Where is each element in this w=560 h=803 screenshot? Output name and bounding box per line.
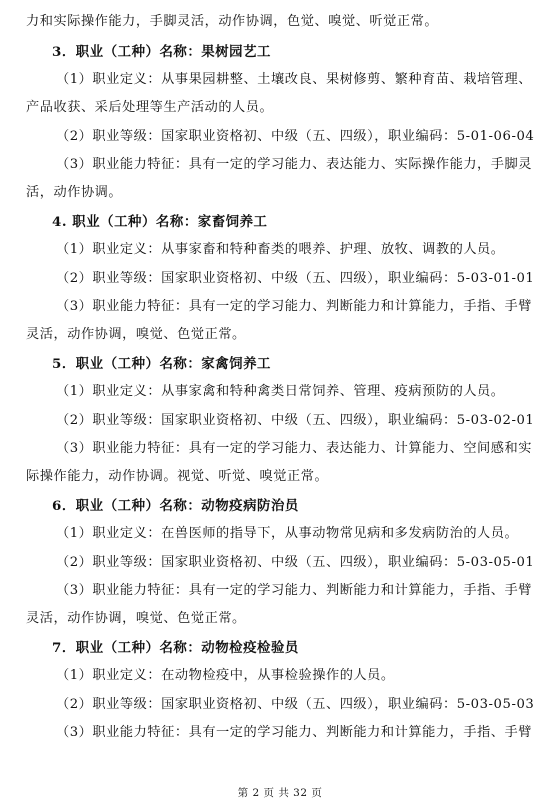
- text-line: （3）职业能力特征：具有一定的学习能力、表达能力、实际操作能力，手脚灵: [56, 157, 533, 172]
- text-line: （3）职业能力特征：具有一定的学习能力、表达能力、计算能力、空间感和实: [56, 441, 533, 456]
- text-line: （2）职业等级：国家职业资格初、中级（五、四级），职业编码：5-03-01-01: [56, 271, 535, 286]
- text-line: 灵活，动作协调，嗅觉、色觉正常。: [26, 611, 246, 626]
- text-line: （1）职业定义：在兽医师的指导下，从事动物常见病和多发病防治的人员。: [56, 526, 519, 541]
- text-line: 灵活，动作协调，嗅觉、色觉正常。: [26, 327, 246, 342]
- section-heading: 4. 职业（工种）名称：家畜饲养工: [52, 214, 268, 230]
- text-line: （1）职业定义：在动物检疫中，从事检验操作的人员。: [56, 668, 395, 683]
- text-line: （3）职业能力特征：具有一定的学习能力、判断能力和计算能力，手指、手臂: [56, 725, 533, 740]
- text-line: （2）职业等级：国家职业资格初、中级（五、四级），职业编码：5-03-05-03: [56, 697, 535, 712]
- text-line: （2）职业等级：国家职业资格初、中级（五、四级），职业编码：5-03-05-01: [56, 555, 535, 570]
- page-number-footer: 第 2 页 共 32 页: [237, 787, 323, 799]
- text-line: （3）职业能力特征：具有一定的学习能力、判断能力和计算能力，手指、手臂: [56, 299, 533, 314]
- section-heading: 7．职业（工种）名称：动物检疫检验员: [52, 640, 299, 656]
- text-line: 力和实际操作能力，手脚灵活，动作协调，色觉、嗅觉、听觉正常。: [26, 14, 439, 29]
- text-line: （2）职业等级：国家职业资格初、中级（五、四级），职业编码：5-03-02-01: [56, 413, 535, 428]
- text-line: （3）职业能力特征：具有一定的学习能力、判断能力和计算能力，手指、手臂: [56, 583, 533, 598]
- text-line: 际操作能力，动作协调。视觉、听觉、嗅觉正常。: [26, 469, 329, 484]
- text-line: （2）职业等级：国家职业资格初、中级（五、四级），职业编码：5-01-06-04: [56, 129, 535, 144]
- text-line: 活，动作协调。: [26, 185, 123, 200]
- section-heading: 5．职业（工种）名称：家禽饲养工: [52, 356, 271, 372]
- section-heading: 6．职业（工种）名称：动物疫病防治员: [52, 498, 299, 514]
- text-line: （1）职业定义：从事果园耕整、土壤改良、果树修剪、繁种育苗、栽培管理、: [56, 72, 533, 87]
- text-line: （1）职业定义：从事家禽和特种禽类日常饲养、管理、疫病预防的人员。: [56, 384, 505, 399]
- text-line: （1）职业定义：从事家畜和特种畜类的喂养、护理、放牧、调教的人员。: [56, 242, 505, 257]
- text-line: 产品收获、采后处理等生产活动的人员。: [26, 100, 274, 115]
- section-heading: 3．职业（工种）名称：果树园艺工: [52, 44, 271, 60]
